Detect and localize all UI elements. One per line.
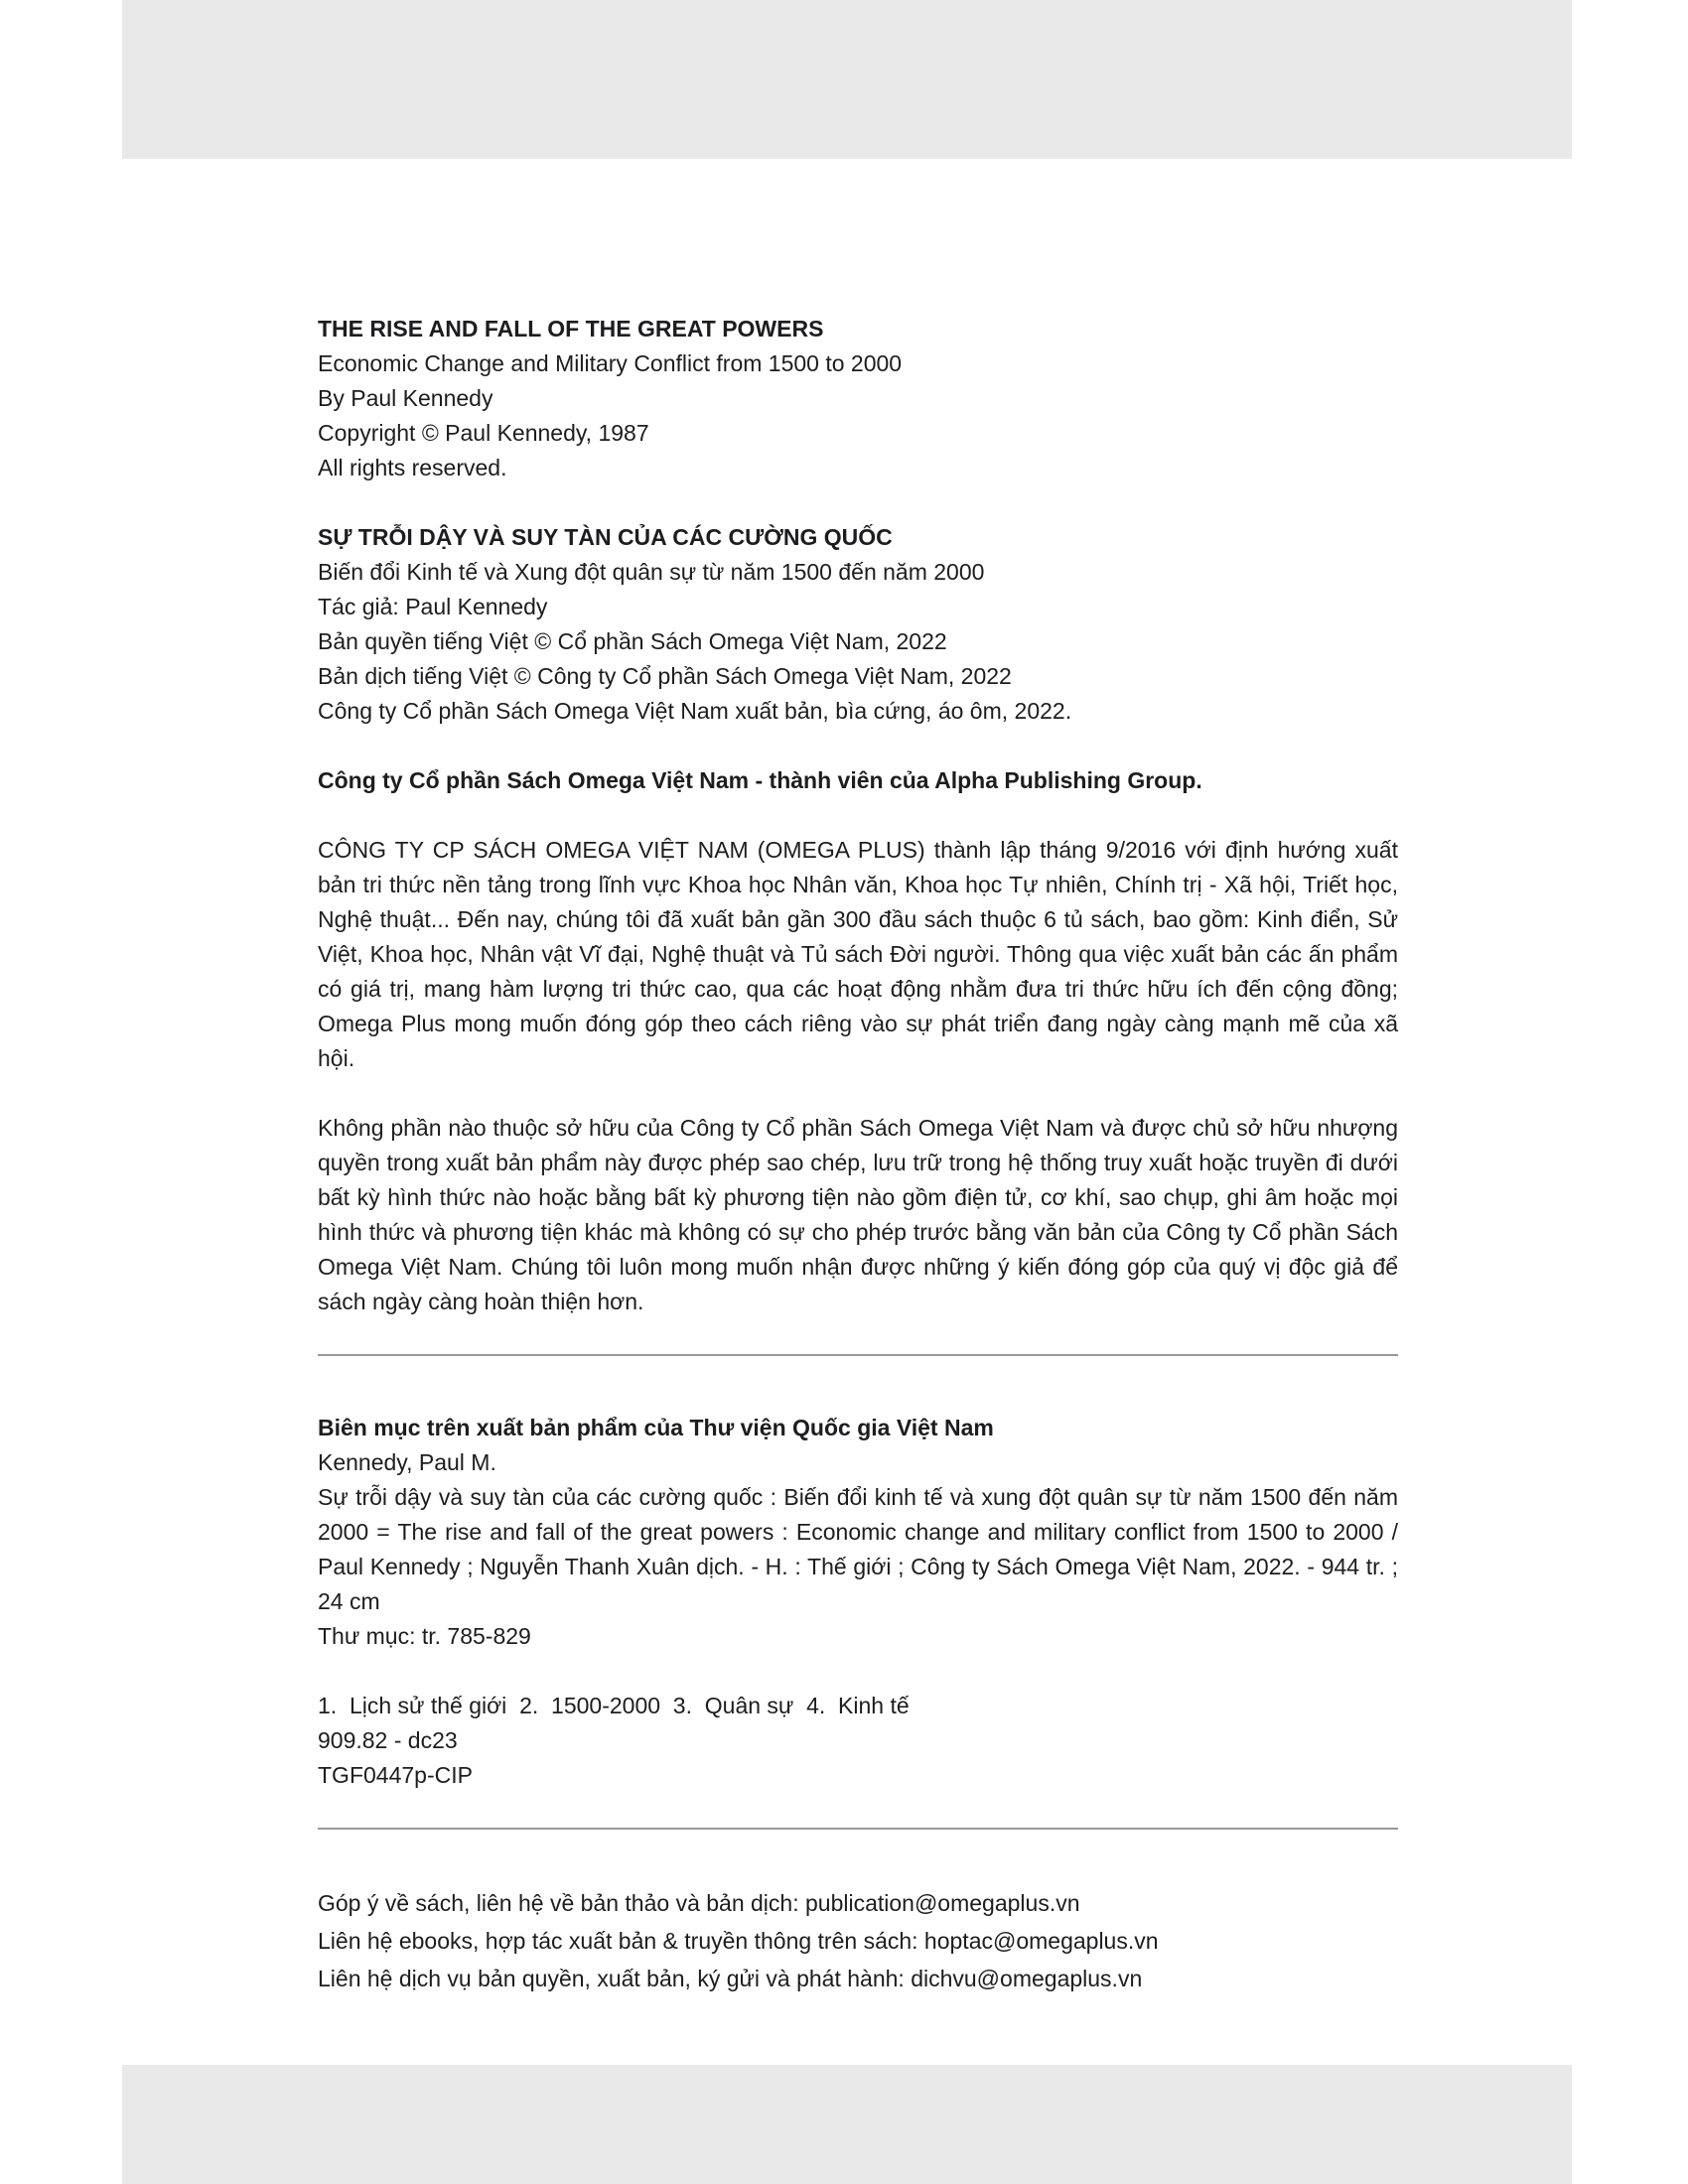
vietnamese-title: SỰ TRỖI DẬY VÀ SUY TÀN CỦA CÁC CƯỜNG QUỐC [318,524,893,550]
english-title: THE RISE AND FALL OF THE GREAT POWERS [318,316,824,341]
cip-bibliography-note: Thư mục: tr. 785-829 [318,1623,531,1649]
cip-heading: Biên mục trên xuất bản phẩm của Thư viện Quốc gia Việt Nam [318,1415,994,1440]
english-subtitle: Economic Change and Military Conflict from 1500 to 2000 [318,350,903,376]
vietnamese-author-line: Tác giả: Paul Kennedy [318,594,548,619]
publisher-membership-line: Công ty Cổ phần Sách Omega Việt Nam - thành viên của Alpha Publishing Group. [318,767,1202,793]
publisher-membership-block [318,763,1398,798]
vietnamese-edition-block [318,520,1398,729]
cip-classification-block [318,1689,1398,1793]
section-divider-bottom [318,1828,1398,1830]
contact-line-hoptac: Liên hệ ebooks, hợp tác xuất bản & truyền thông trên sách: hoptac@omegaplus.vn [318,1928,1159,1954]
publisher-copyright-paragraph: Không phần nào thuộc sở hữu của Công ty Cổ phần Sách Omega Việt Nam và được chủ sở hữu nhượng quyền trong xuất bản phẩm này được phép sao chép, lưu trữ trong hệ thống truy xuất hoặc truyền đi dưới bất kỳ hình thức nào hoặc bằng bất kỳ phương tiện nào gồm điện tử, cơ khí, sao chụp, ghi âm hoặc mọi hình thức và phương tiện khác mà không có sự cho phép trước bằng văn bản của Công ty Cổ phần Sách Omega Việt Nam. Chúng tôi luôn mong muốn nhận được những ý kiến đóng góp của quý vị độc giả để sách ngày càng hoàn thiện hơn. [318,1115,1398,1314]
cip-author-entry: Kennedy, Paul M. [318,1449,496,1475]
bottom-scan-strip [122,2065,1572,2184]
copyright-page-content [318,312,1398,2032]
contact-line-dichvu: Liên hệ dịch vụ bản quyền, xuất bản, ký gửi và phát hành: dichvu@omegaplus.vn [318,1966,1143,1991]
vietnamese-subtitle: Biến đổi Kinh tế và Xung đột quân sự từ năm 1500 đến năm 2000 [318,559,985,585]
contact-block [318,1884,1398,1997]
vietnamese-translation-copyright-line: Bản dịch tiếng Việt © Công ty Cổ phần Sách Omega Việt Nam, 2022 [318,663,1012,689]
publisher-about-paragraph: CÔNG TY CP SÁCH OMEGA VIỆT NAM (OMEGA PLUS) thành lập tháng 9/2016 với định hướng xuất bản tri thức nền tảng trong lĩnh vực Khoa học Nhân văn, Khoa học Tự nhiên, Chính trị - Xã hội, Triết học, Nghệ thuật... Đến nay, chúng tôi đã xuất bản gần 300 đầu sách thuộc 6 tủ sách, bao gồm: Kinh điển, Sử Việt, Khoa học, Nhân vật Vĩ đại, Nghệ thuật và Tủ sách Đời người. Thông qua việc xuất bản các ấn phẩm có giá trị, mang hàm lượng tri thức cao, qua các hoạt động nhằm đưa tri thức hữu ích đến cộng đồng; Omega Plus mong muốn đóng góp theo cách riêng vào sự phát triển đang ngày càng mạnh mẽ của xã hội. [318,837,1398,1071]
english-edition-block [318,312,1398,485]
cip-subject-index: 1. Lịch sử thế giới 2. 1500-2000 3. Quân sự 4. Kinh tế [318,1693,910,1718]
contact-line-publication: Góp ý về sách, liên hệ về bản thảo và bản dịch: publication@omegaplus.vn [318,1890,1080,1916]
english-rights-line: All rights reserved. [318,455,507,480]
cip-code: TGF0447p-CIP [318,1762,473,1788]
cip-dewey-number: 909.82 - dc23 [318,1727,458,1753]
vietnamese-publication-line: Công ty Cổ phần Sách Omega Việt Nam xuất bản, bìa cứng, áo ôm, 2022. [318,698,1072,724]
top-scan-strip [122,0,1572,159]
cip-description: Sự trỗi dậy và suy tàn của các cường quốc : Biến đổi kinh tế và xung đột quân sự từ năm 1500 đến năm 2000 = The rise and fall of the great powers : Economic change and military conflict from 1500 to 2000 / Paul Kennedy ; Nguyễn Thanh Xuân dịch. - H. : Thế giới ; Công ty Sách Omega Việt Nam, 2022. - 944 tr. ; 24 cm [318,1484,1398,1614]
english-author-line: By Paul Kennedy [318,385,493,411]
cip-block [318,1411,1398,1654]
vietnamese-copyright-line: Bản quyền tiếng Việt © Cổ phần Sách Omega Việt Nam, 2022 [318,628,947,654]
english-copyright-line: Copyright © Paul Kennedy, 1987 [318,420,649,446]
section-divider-top [318,1354,1398,1356]
